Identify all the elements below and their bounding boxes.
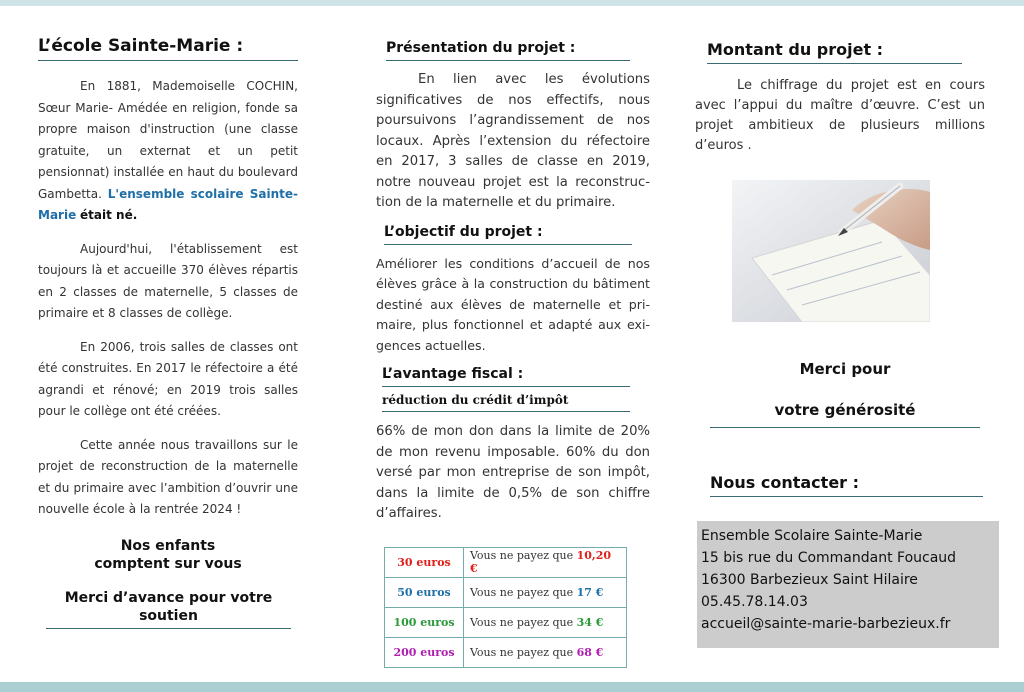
project-paragraph: Cette année nous travaillons sur le projet de reconstruction de la maternelle et du primaire avec l’ambition d’ouvrir une nouvelle école à la rentrée 2024 !	[38, 437, 298, 516]
donation-row	[385, 577, 627, 607]
thanks-line1: Merci d’avance pour votre	[64, 589, 273, 606]
contact-phone[interactable]: 05.45.78.14.03	[701, 594, 808, 610]
montant-text: Le chiffrage du projet est en cours avec l’appui du maître d’œuvre. C’est un projet ambitieux de plusieurs millions d’euros .	[695, 78, 985, 153]
presentation-title: Présentation du projet :	[386, 40, 630, 61]
merci-block	[710, 360, 980, 428]
donation-row	[385, 547, 627, 577]
column-projet	[376, 20, 650, 668]
donation-table	[384, 547, 627, 668]
history-paragraph	[38, 76, 298, 227]
donation-net-cost	[464, 547, 627, 577]
net-cost-label: Vous ne payez que	[470, 585, 574, 599]
net-cost-value: 17 €	[576, 585, 604, 599]
donation-amount: 100 euros	[385, 607, 464, 637]
donation-amount: 50 euros	[385, 577, 464, 607]
donation-amount: 200 euros	[385, 637, 464, 667]
objectif-title: L’objectif du projet :	[384, 224, 632, 245]
net-cost-value: 34 €	[576, 615, 604, 629]
donation-row	[385, 607, 627, 637]
ensemble-link[interactable]: L'ensemble scolaire Sainte-Marie	[38, 186, 298, 222]
net-cost-label: Vous ne payez que	[470, 645, 574, 659]
donation-net-cost	[464, 577, 627, 607]
merci-line1: Merci pour	[799, 360, 891, 378]
contact-email[interactable]: accueil@sainte-marie-barbezieux.fr	[701, 616, 951, 632]
montant-title: Montant du projet :	[707, 40, 962, 64]
net-cost-value: 68 €	[576, 645, 604, 659]
contact-name: Ensemble Scolaire Sainte-Marie	[701, 528, 923, 544]
column-montant	[695, 20, 995, 492]
net-cost-label: Vous ne payez que	[470, 615, 574, 629]
column-ecole	[38, 20, 298, 629]
slogan-line2: comptent sur vous	[94, 555, 242, 572]
history-text: En 1881, Mademoiselle COCHIN, Sœur Marie- Amédée en religion, fonde sa propre maison d'instruction (une classe gratuite, un externat et un petit pensionnat) installée en haut du boulevard Gambetta.	[38, 79, 298, 201]
today-paragraph: Aujourd'hui, l'établissement est toujours là et accueille 370 élèves répartis en 2 classes de maternelle, 5 classes de primaire et 8 classes de collège.	[38, 241, 298, 320]
slogan	[38, 537, 298, 573]
thanks-line2: soutien	[139, 607, 198, 624]
contact-street: 15 bis rue du Commandant Foucaud	[701, 550, 957, 566]
merci-line2: votre générosité	[710, 401, 980, 428]
fiscal-text: 66% de mon don dans la limite de 20% de mon revenu imposable. 60% du don versé par mon entreprise de son impôt, dans la limite de 0,5% de son chiffre d’affaires.	[376, 424, 650, 521]
fiscal-title: L’avantage fiscal :	[382, 366, 630, 387]
net-cost-label: Vous ne payez que	[470, 549, 574, 562]
donation-net-cost	[464, 607, 627, 637]
fiscal-subtitle: réduction du crédit d’impôt	[382, 393, 630, 412]
objectif-text: Améliorer les conditions d’accueil de nos élèves grâce à la construction du bâtiment destiné aux élèves de maternelle et pri-maire, plus fonctionnel et adapté aux exi-gences actuelles.	[376, 255, 650, 353]
contact-title: Nous contacter :	[710, 473, 983, 497]
bottom-band	[0, 682, 1024, 692]
history-end: était né.	[80, 208, 138, 222]
top-band	[0, 0, 1024, 6]
contact-city: 16300 Barbezieux Saint Hilaire	[701, 572, 918, 588]
net-cost-value: 10,20 €	[470, 549, 612, 575]
donation-row	[385, 637, 627, 667]
ecole-title: L’école Sainte-Marie :	[38, 36, 298, 61]
thanks-block	[46, 589, 291, 629]
contact-box	[697, 521, 999, 648]
cheque-pen-image	[732, 180, 930, 322]
slogan-line1: Nos enfants	[120, 537, 216, 554]
construction-paragraph: En 2006, trois salles de classes ont été construites. En 2017 le réfectoire a été agrandi et rénové; en 2019 trois salles pour le collège ont été créées.	[38, 339, 298, 418]
presentation-text: En lien avec les évolutions significatives de nos effectifs, nous poursuivons l’agrandissement de nos locaux. Après l’extension du réfectoire en 2017, 3 salles de classe en 2019, notre nouveau projet est la reconstruc-tion de la maternelle et du primaire.	[376, 72, 650, 210]
donation-net-cost	[464, 637, 627, 667]
donation-amount: 30 euros	[385, 547, 464, 577]
